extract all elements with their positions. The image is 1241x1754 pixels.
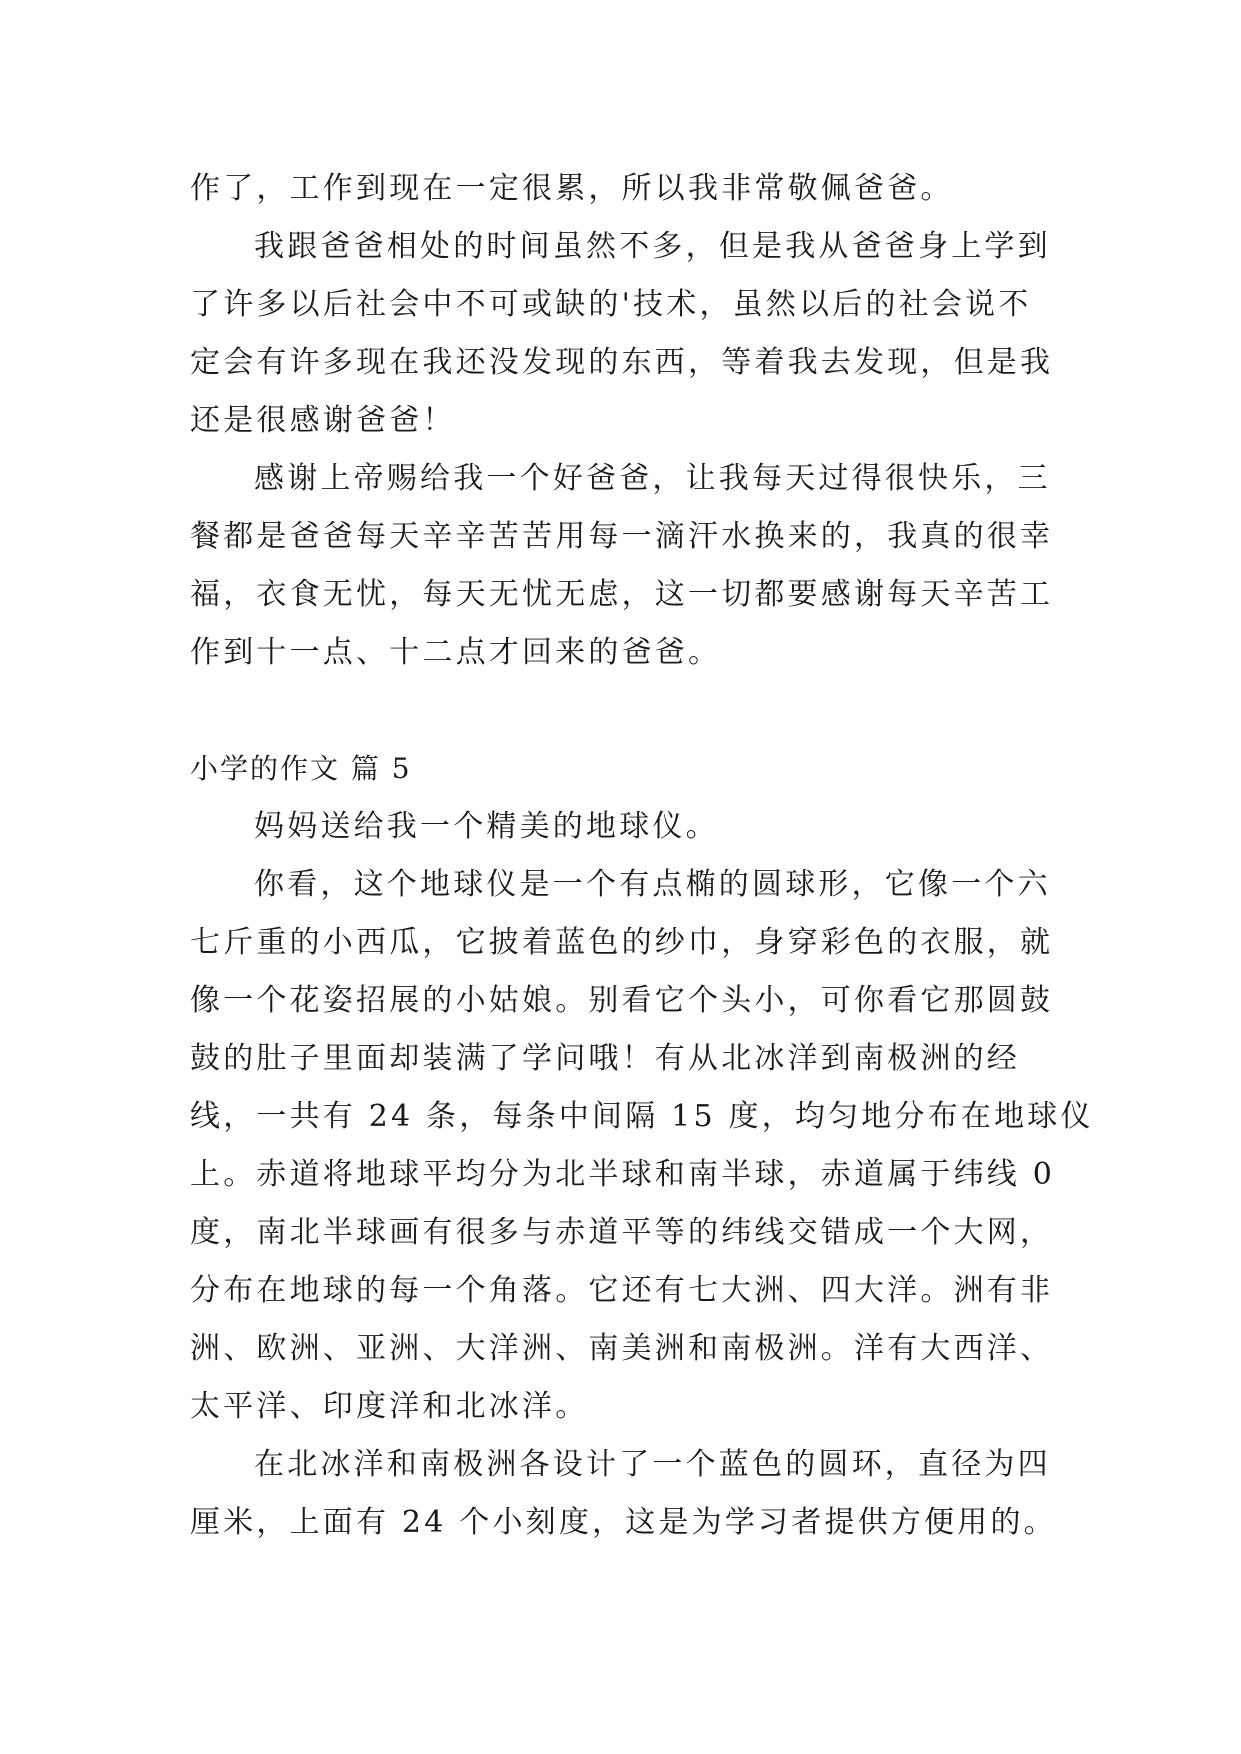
text-line: 还是很感谢爸爸！ bbox=[190, 403, 456, 438]
text-line: 像一个花姿招展的小姑娘。别看它个头小，可你看它那圆鼓 bbox=[190, 983, 1054, 1018]
text-line: 了许多以后社会中不可或缺的'技术，虽然以后的社会说不 bbox=[190, 287, 1032, 322]
text-line: 定会有许多现在我还没发现的东西，等着我去发现，但是我 bbox=[190, 345, 1054, 380]
text-line: 作了，工作到现在一定很累，所以我非常敬佩爸爸。 bbox=[190, 171, 954, 206]
paragraph-start: 在北冰洋和南极洲各设计了一个蓝色的圆环，直径为四 bbox=[254, 1447, 1051, 1482]
text-line: 上。赤道将地球平均分为北半球和南半球，赤道属于纬线 0 bbox=[190, 1157, 1056, 1192]
paragraph-start: 妈妈送给我一个精美的地球仪。 bbox=[254, 809, 719, 844]
text-line: 厘米，上面有 24 个小刻度，这是为学习者提供方便用的。 bbox=[190, 1505, 1057, 1540]
paragraph-start: 你看，这个地球仪是一个有点椭的圆球形，它像一个六 bbox=[254, 867, 1051, 902]
paragraph-start: 我跟爸爸相处的时间虽然不多，但是我从爸爸身上学到 bbox=[254, 229, 1051, 264]
section-gap bbox=[190, 682, 1070, 740]
text-line: 鼓的肚子里面却装满了学问哦！有从北冰洋到南极洲的经 bbox=[190, 1041, 1020, 1076]
text-line: 餐都是爸爸每天辛辛苦苦用每一滴汗水换来的，我真的很幸 bbox=[190, 519, 1054, 554]
text-line: 洲、欧洲、亚洲、大洋洲、南美洲和南极洲。洋有大西洋、 bbox=[190, 1331, 1054, 1366]
document-body bbox=[190, 160, 1094, 1552]
text-line: 分布在地球的每一个角落。它还有七大洲、四大洋。洲有非 bbox=[190, 1273, 1054, 1308]
text-line: 线，一共有 24 条，每条中间隔 15 度，均匀地分布在地球仪 bbox=[190, 1099, 1094, 1134]
text-line: 作到十一点、十二点才回来的爸爸。 bbox=[190, 635, 722, 670]
text-line: 度，南北半球画有很多与赤道平等的纬线交错成一个大网， bbox=[190, 1215, 1054, 1250]
text-line: 福，衣食无忧，每天无忧无虑，这一切都要感谢每天辛苦工 bbox=[190, 577, 1054, 612]
paragraph-start: 感谢上帝赐给我一个好爸爸，让我每天过得很快乐，三 bbox=[254, 461, 1051, 496]
text-line: 七斤重的小西瓜，它披着蓝色的纱巾，身穿彩色的衣服，就 bbox=[190, 925, 1054, 960]
text-line: 太平洋、印度洋和北冰洋。 bbox=[190, 1389, 589, 1424]
section-heading: 小学的作文 篇 5 bbox=[190, 752, 412, 785]
